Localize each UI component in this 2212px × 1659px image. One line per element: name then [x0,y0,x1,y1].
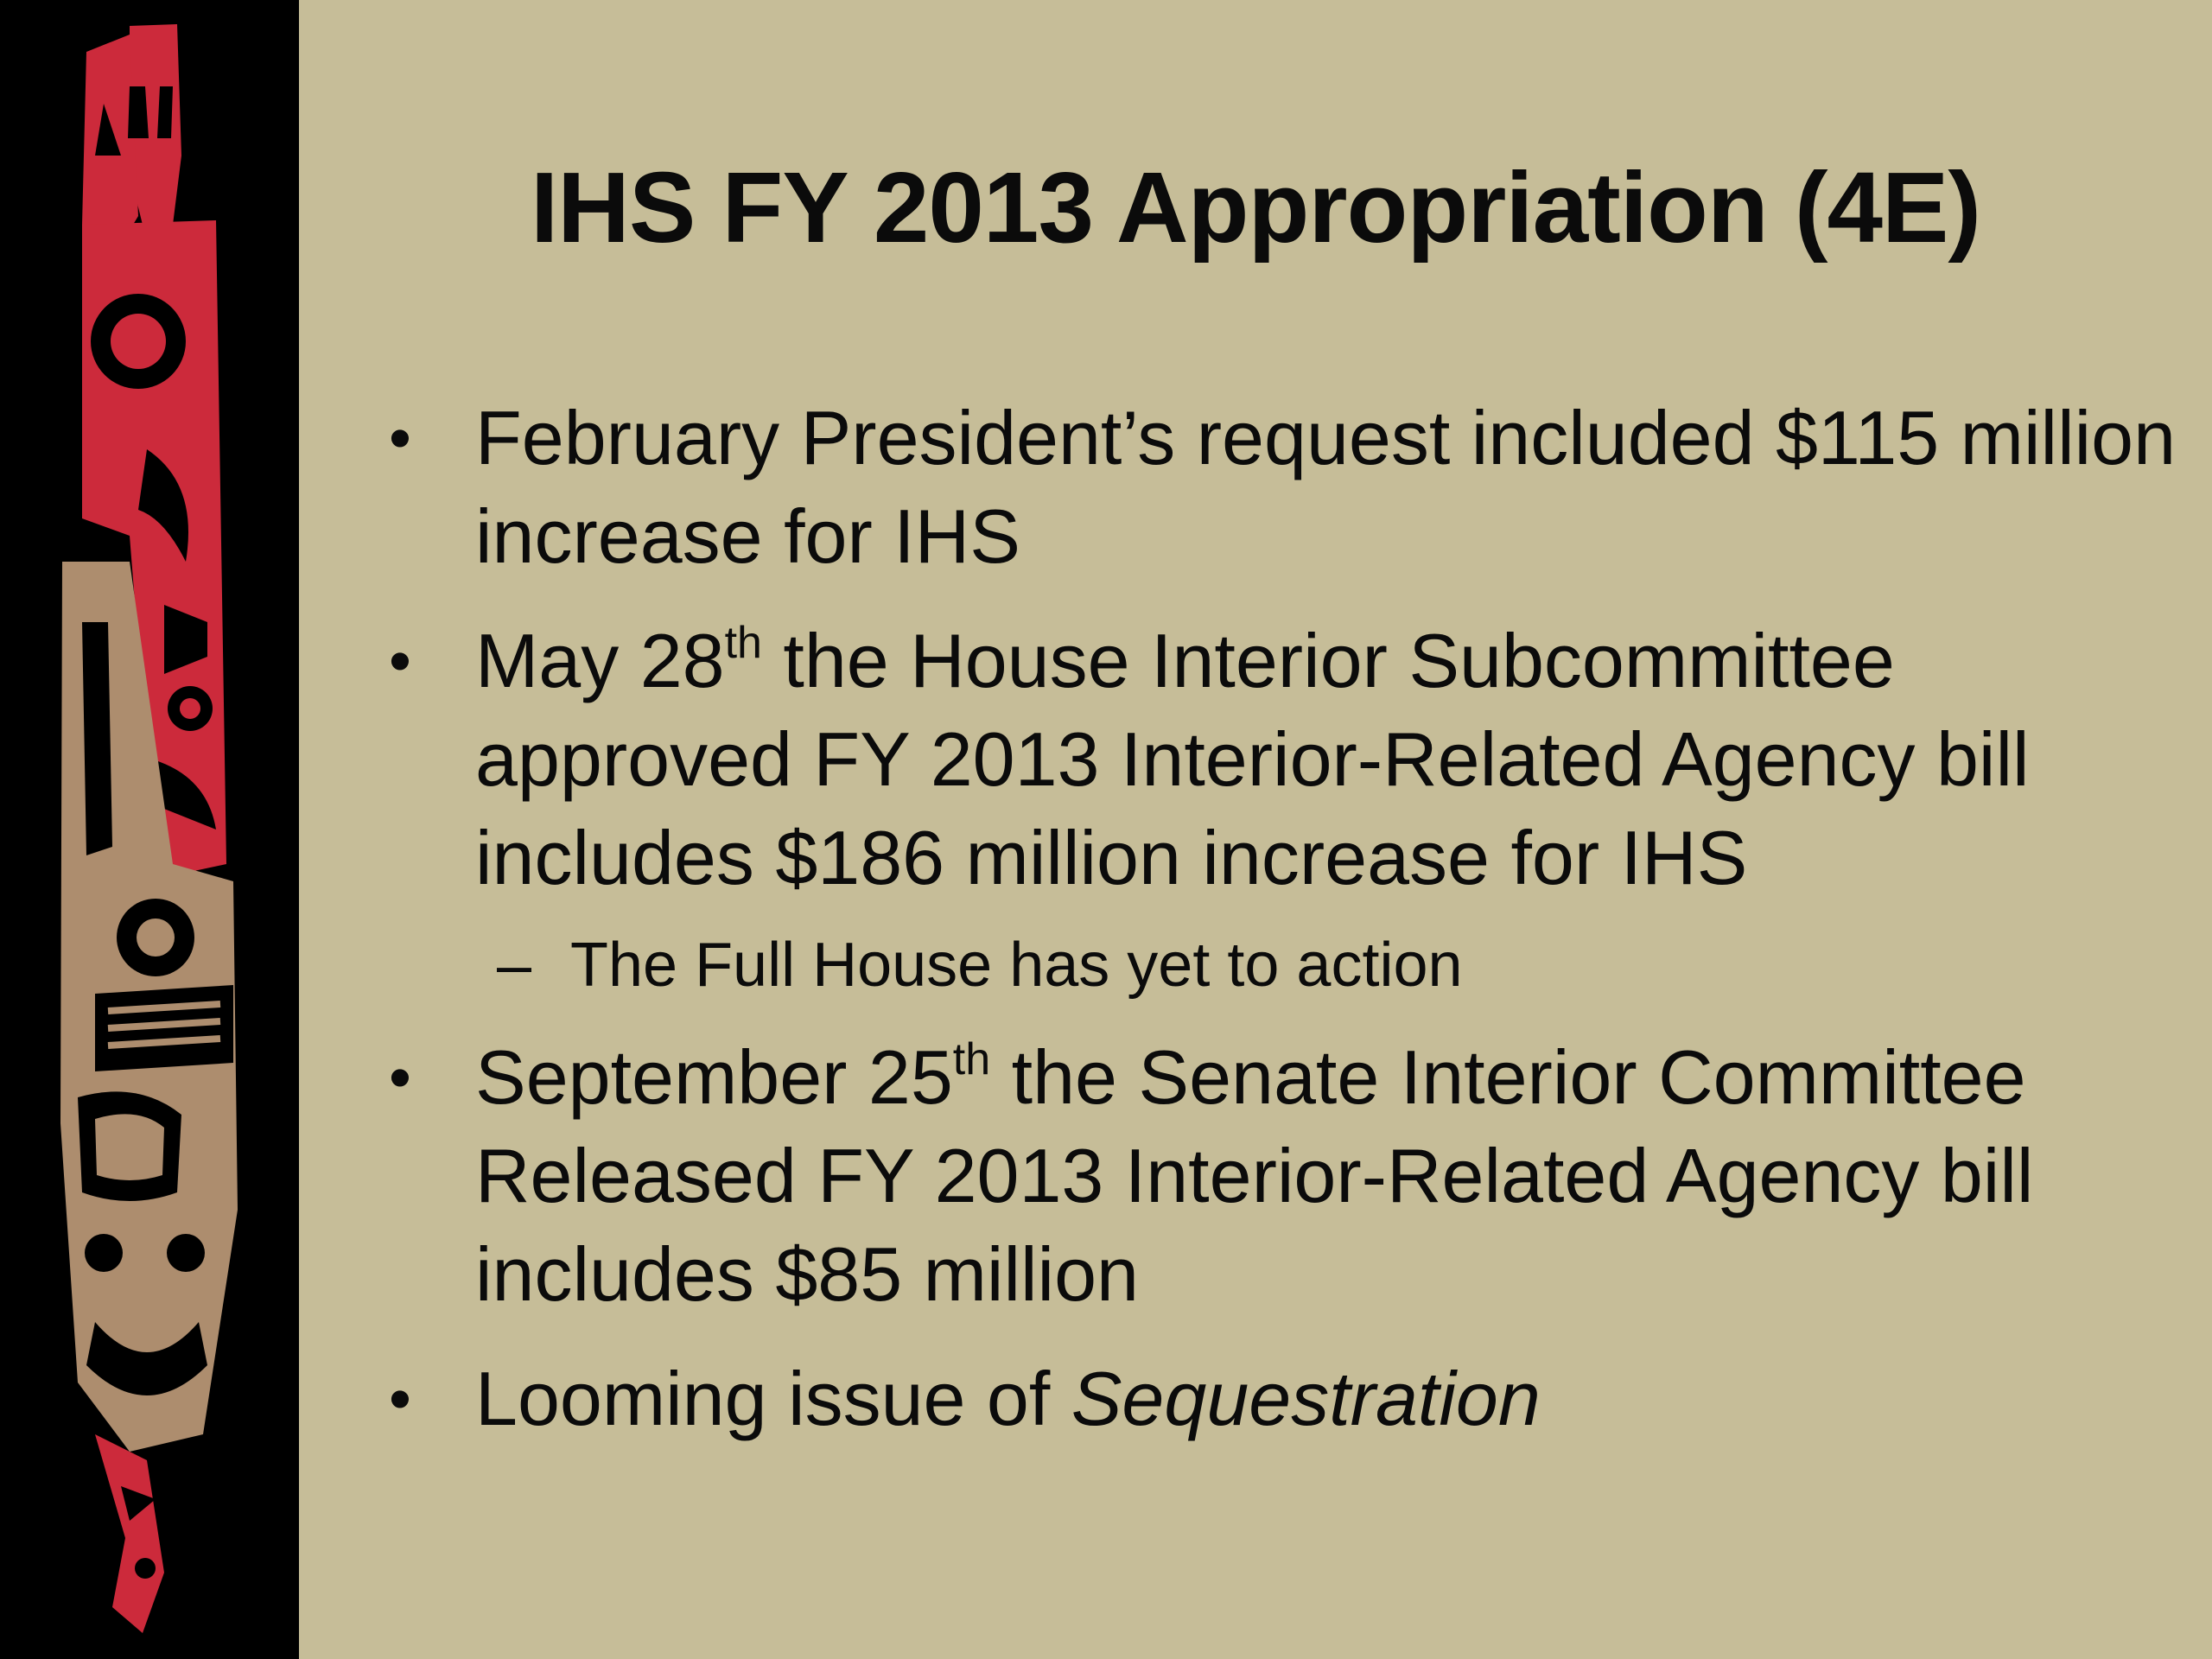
bullet-item [380,1028,2177,1324]
bullet-marker: • [389,1363,411,1434]
bullet-marker: • [389,1041,411,1113]
bullet-text: February President’s request included $115 million increase for IHS [475,395,2177,579]
bullet-text-start: September 25 [475,1034,953,1120]
bullet-item [380,1350,2177,1448]
bullet-item [380,612,2177,907]
bullet-marker: • [389,625,411,696]
bullet-marker: • [389,402,411,474]
ordinal-suffix: th [724,618,762,668]
side-art-band [0,0,299,1659]
sub-bullet-text: The Full House has yet to action [570,931,1463,1000]
bullet-item [380,389,2177,586]
bullet-text-start: May 28 [475,618,725,703]
bullet-list [380,389,2177,1474]
totem-pole-icon [0,0,299,1659]
bullet-text-start: Looming issue of [475,1356,1071,1441]
sub-bullet-item [380,918,2177,1013]
bullet-text-rest: the Senate Interior Committee Released FY 2013 Interior-Related Agency bill includes $85 million [475,1034,2034,1317]
sub-bullet-marker: – [497,931,532,1000]
bullet-text-rest: the House Interior Subcommittee approved FY 2013 Interior-Related Agency bill includes $186 million increase for IHS [475,618,2030,900]
emphasized-term: Sequestration [1071,1356,1541,1441]
ordinal-suffix: th [952,1034,991,1084]
slide-title: IHS FY 2013 Appropriation (4E) [530,151,1981,264]
